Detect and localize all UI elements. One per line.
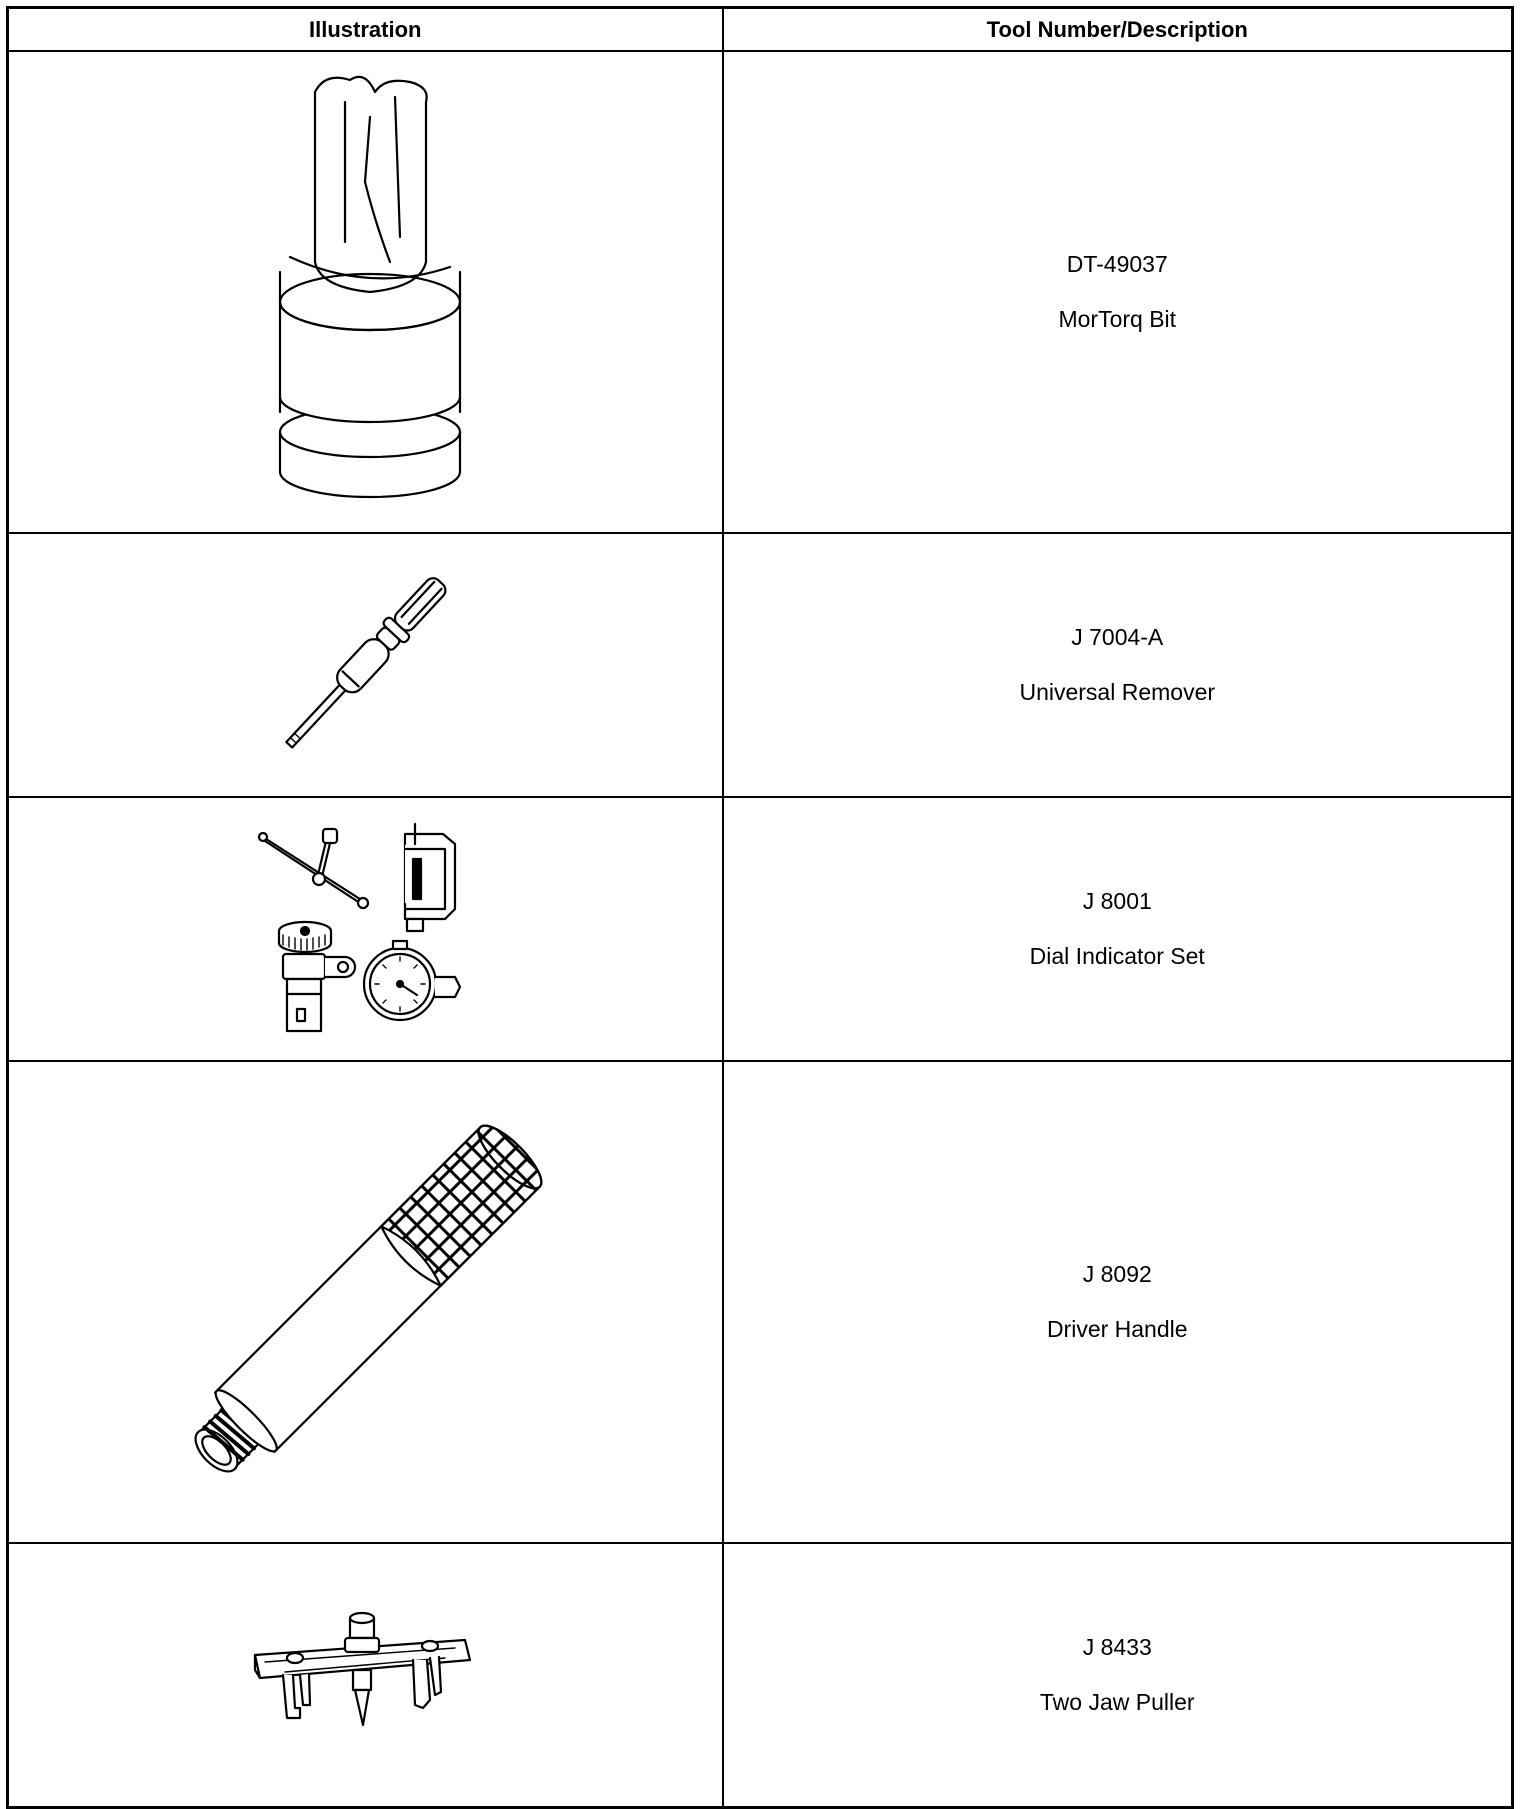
tool-description-cell — [723, 1543, 1513, 1808]
table-row — [8, 533, 1513, 797]
tool-number: J 8001 — [1082, 888, 1152, 914]
illustration-cell — [8, 1543, 723, 1808]
table-row — [8, 51, 1513, 533]
tool-description-cell — [723, 533, 1513, 797]
tool-number: J 7004-A — [1071, 624, 1164, 650]
header-illustration: Illustration — [8, 8, 723, 52]
driver-handle-icon — [145, 1082, 585, 1522]
tool-number: J 8092 — [1082, 1261, 1152, 1287]
tool-number: DT-49037 — [1066, 251, 1168, 277]
illustration-cell — [8, 1061, 723, 1543]
tool-description: Universal Remover — [1019, 679, 1216, 705]
tool-description-cell — [723, 1061, 1513, 1543]
illustration-cell — [8, 533, 723, 797]
tool-description: Driver Handle — [1046, 1316, 1188, 1342]
two-jaw-puller-icon — [245, 1600, 485, 1750]
header-tool-description: Tool Number/Description — [723, 8, 1513, 52]
table-row — [8, 1061, 1513, 1543]
tool-description: MorTorq Bit — [1058, 306, 1177, 332]
dial-indicator-set-icon — [255, 819, 475, 1039]
illustration-cell — [8, 51, 723, 533]
tool-description-cell — [723, 797, 1513, 1061]
tool-number: J 8433 — [1082, 1634, 1152, 1660]
tool-description-cell — [723, 51, 1513, 533]
tool-description: Two Jaw Puller — [1039, 1689, 1195, 1715]
tool-description: Dial Indicator Set — [1029, 943, 1205, 969]
universal-remover-icon — [245, 565, 485, 765]
tools-table — [6, 6, 1514, 1809]
illustration-cell — [8, 797, 723, 1061]
table-row — [8, 1543, 1513, 1808]
table-header-row — [8, 8, 1513, 52]
table-row — [8, 797, 1513, 1061]
mortorq-bit-icon — [250, 62, 480, 522]
